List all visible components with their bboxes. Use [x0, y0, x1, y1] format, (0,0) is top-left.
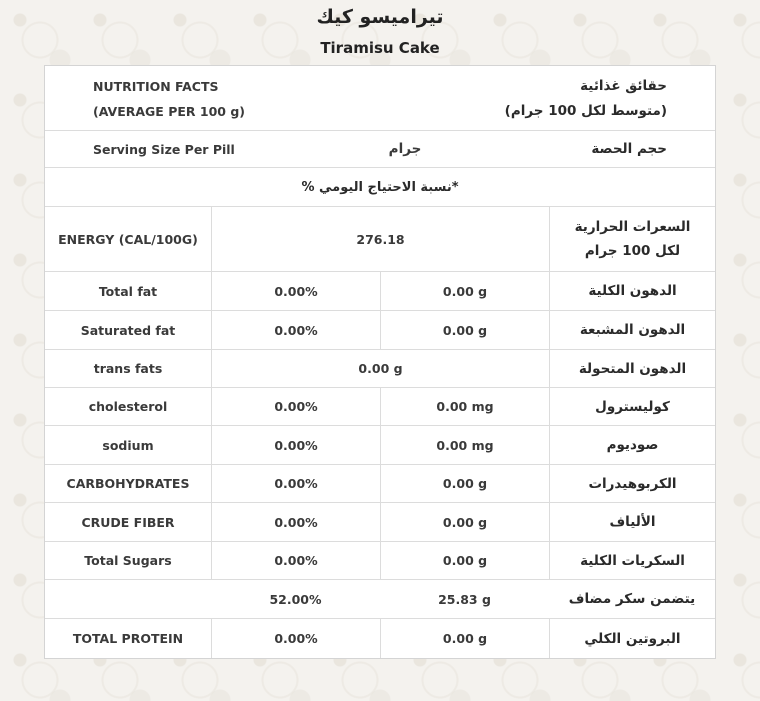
nutrient-name-arabic: الكربوهيدرات	[549, 465, 715, 502]
nutrient-name: cholesterol	[88, 399, 168, 414]
nutrient-row-total-protein	[45, 619, 715, 658]
energy-row	[45, 207, 715, 272]
average-per-100g-label: (AVERAGE PER 100 g)	[93, 104, 245, 119]
nutrient-amount: 0.00 g	[380, 542, 549, 579]
nutrient-row-total-sugars	[45, 542, 715, 580]
nutrition-facts-heading: NUTRITION FACTS	[93, 79, 219, 94]
nutrient-name	[45, 580, 211, 618]
nutrient-percent: 0.00%	[211, 465, 380, 502]
nutrient-name-arabic: الدهون الكلية	[549, 272, 715, 310]
nutrient-name: CRUDE FIBER	[81, 514, 175, 530]
nutrient-name: Total Sugars	[84, 553, 172, 568]
nutrient-name: trans fats	[93, 361, 163, 376]
nutrient-row-crude-fiber	[45, 503, 715, 542]
nutrient-percent: 52.00%	[269, 591, 322, 607]
header-english	[93, 74, 245, 124]
nutrient-amount: 0.00 mg	[380, 388, 549, 425]
nutrition-facts-table	[44, 65, 716, 659]
nutrient-percent: 0.00%	[211, 426, 380, 464]
nutrient-amount: 0.00 g	[380, 465, 549, 502]
nutrient-row-added-sugar	[45, 580, 715, 619]
nutrient-percent: 0.00%	[211, 503, 380, 541]
nutrient-name-arabic: البروتين الكلي	[549, 619, 715, 658]
nutrient-name-arabic: السكريات الكلية	[549, 542, 715, 579]
nutrient-name-arabic: كوليسترول	[549, 388, 715, 425]
daily-value-row	[45, 168, 715, 207]
header-arabic	[505, 74, 667, 124]
nutrient-name-arabic: الألياف	[549, 503, 715, 541]
energy-label-arabic-line2: لكل 100 جرام	[584, 243, 681, 259]
energy-label-arabic-line1: السعرات الحرارية	[574, 219, 691, 235]
nutrient-amount: 0.00 g	[380, 272, 549, 310]
nutrient-name-arabic: الدهون المتحولة	[549, 350, 715, 387]
nutrient-row-sodium	[45, 426, 715, 465]
nutrient-amount: 0.00 g	[380, 311, 549, 349]
product-title-english: Tiramisu Cake	[320, 39, 440, 57]
nutrition-facts-heading-arabic: حقائق غذائية	[580, 78, 667, 94]
serving-size-label: Serving Size Per Pill	[93, 142, 235, 157]
nutrition-header-row	[45, 66, 715, 131]
nutrient-name: CARBOHYDRATES	[66, 476, 190, 491]
nutrient-amount: 0.00 g	[380, 503, 549, 541]
nutrient-percent: 0.00%	[211, 311, 380, 349]
nutrient-name: sodium	[102, 437, 154, 453]
nutrient-percent: 0.00%	[211, 619, 380, 658]
daily-value-label: *نسبة الاحتياج اليومي %	[301, 180, 459, 195]
nutrient-row-trans-fats	[45, 350, 715, 388]
nutrient-row-cholesterol	[45, 388, 715, 426]
nutrient-percent: 0.00%	[211, 388, 380, 425]
energy-label-arabic	[549, 207, 715, 271]
nutrient-amount: 0.00 mg	[380, 426, 549, 464]
nutrient-amount: 0.00 g	[380, 619, 549, 658]
nutrient-row-total-fat	[45, 272, 715, 311]
serving-size-row	[45, 131, 715, 168]
nutrient-amount: 0.00 g	[211, 350, 549, 387]
nutrient-percent: 0.00%	[211, 272, 380, 310]
nutrient-name-arabic: يتضمن سكر مضاف	[568, 591, 696, 607]
product-title-arabic: تيراميسو كيك	[316, 6, 444, 28]
nutrient-name-arabic: صوديوم	[549, 426, 715, 464]
nutrient-name: Total fat	[98, 283, 158, 299]
nutrient-row-saturated-fat	[45, 311, 715, 350]
serving-size-label-arabic: حجم الحصة	[591, 141, 667, 157]
serving-size-unit: جرام	[388, 141, 422, 157]
average-per-100g-label-arabic: (متوسط لكل 100 جرام)	[504, 103, 667, 119]
nutrient-row-carbohydrates	[45, 465, 715, 503]
energy-value: 276.18	[211, 207, 549, 271]
nutrient-name: TOTAL PROTEIN	[72, 631, 184, 646]
energy-label: ENERGY (CAL/100G)	[58, 231, 198, 247]
nutrient-amount: 25.83 g	[438, 591, 491, 607]
nutrient-percent: 0.00%	[211, 542, 380, 579]
nutrient-name-arabic: الدهون المشبعة	[549, 311, 715, 349]
nutrient-name: Saturated fat	[80, 322, 176, 338]
